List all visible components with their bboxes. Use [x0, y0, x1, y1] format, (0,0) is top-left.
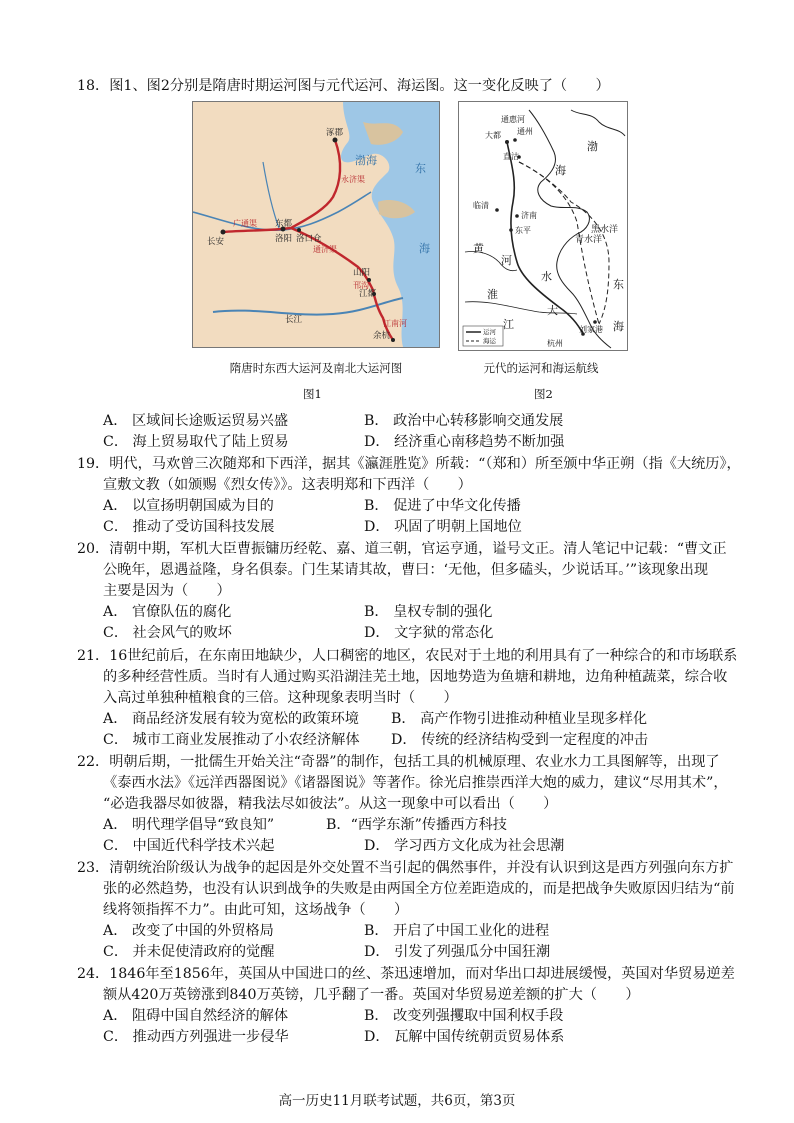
north-coast	[571, 110, 625, 136]
yuan-canal-sea-map	[459, 102, 627, 350]
label-shanyang: 山阳	[353, 268, 371, 278]
q23-option-a[interactable]: A． 改变了中国的外贸格局	[103, 923, 274, 939]
q19-option-c[interactable]: C． 推动了受访国科技发展	[103, 519, 275, 535]
q24-option-d[interactable]: D． 瓦解中国传统朝贡贸易体系	[364, 1029, 565, 1045]
q20-line-2: 公晚年，恩遇益隆，身名俱泰。门生某请其故，曹曰：‘无他，但多磕头，少说话耳。’”该现象出现	[103, 562, 709, 578]
q24-option-b[interactable]: B． 改变列强攫取中国利权手段	[364, 1008, 564, 1024]
city-liujiagang-dot	[593, 320, 597, 324]
q22-line-2: 《泰西水法》《远洋西器图说》《诸器图说》等著作。徐光启推崇西洋大炮的威力，建议“尽用其术”，	[103, 775, 728, 791]
label-shui: 水	[541, 270, 552, 283]
legend-sea: 海运	[483, 337, 496, 345]
q20-line-3: 主要是因为（ ）	[103, 583, 231, 599]
label-dadu: 大都	[485, 131, 501, 140]
figure-2-number: 图2	[534, 387, 553, 401]
city-zhuojun-dot	[333, 138, 338, 143]
label-zhigu: 直沽	[503, 152, 519, 161]
q20-option-a[interactable]: A． 官僚队伍的腐化	[103, 604, 232, 620]
city-jinan-dot	[515, 214, 519, 218]
label-tongji: 通济渠	[313, 245, 337, 254]
q23-line-2: 张的必然趋势，也没有认识到战争的失败是由两国全方位差距造成的，而是把战争失败原因归结为“前	[103, 881, 735, 897]
label-tonghui: 通惠河	[501, 115, 525, 124]
q22-option-b[interactable]: B．“西学东渐”传播西方科技	[326, 817, 507, 833]
label-dongdu: 东都	[275, 219, 293, 229]
figure-1-caption: 隋唐时东西大运河及南北大运河图	[229, 361, 403, 375]
q19-option-b[interactable]: B． 促进了中华文化传播	[364, 498, 521, 514]
q20-option-d[interactable]: D． 文字狱的常态化	[364, 625, 494, 641]
q18-stem: 18．图1、图2分别是隋唐时期运河图与元代运河、海运图。这一变化反映了（ ）	[77, 78, 610, 94]
q22-option-c[interactable]: C． 中国近代科学技术兴起	[103, 838, 275, 854]
city-dadu-dot	[505, 140, 509, 144]
q24-line-1: 24．1846年至1856年，英国从中国进口的丝、茶迅速增加，而对华出口却进展缓慢，英国对华贸易逆差	[77, 966, 735, 982]
label-huanghe-b: 河	[501, 254, 512, 267]
label-hangzhou: 杭州	[547, 339, 563, 348]
q21-option-c[interactable]: C． 城市工商业发展推动了小农经济解体	[103, 732, 360, 748]
label-dong: 东	[613, 278, 624, 291]
q21-line-2: 的多种经营性质。当时有人通过购买沿湖洼芜土地，因地势造为鱼塘和耕地，边角种植蔬菜，综合收	[103, 669, 728, 685]
q18-option-b[interactable]: B． 政治中心转移影响交通发展	[364, 413, 564, 429]
label-guangtong: 广通渠	[233, 219, 257, 228]
label-da: 大	[547, 304, 558, 317]
label-zhuojun: 涿郡	[326, 128, 344, 138]
label-heishui: 黑水洋	[591, 225, 619, 235]
q23-line-3: 线将领指挥不力”。由此可知，这场战争（ ）	[103, 902, 409, 918]
label-hangou: 邗沟	[353, 281, 369, 290]
city-luokou-dot	[297, 228, 301, 232]
q22-line-1: 22．明朝后期，一批儒生开始关注“奇器”的制作，包括工具的机械原理、农业水力工具图解等，出现了	[77, 754, 720, 770]
figure-2-caption: 元代的运河和海运航线	[483, 361, 599, 375]
label-yuhang: 余杭	[373, 331, 391, 341]
label-hai1: 海	[555, 164, 566, 177]
label-jinan: 济南	[521, 211, 537, 220]
label-luokou: 洛口仓	[296, 234, 322, 244]
label-linqing: 临清	[473, 201, 489, 210]
q21-option-d[interactable]: D． 传统的经济结构受到一定程度的冲击	[391, 732, 649, 748]
label-jiang: 江	[503, 318, 514, 331]
q23-option-c[interactable]: C． 并未促使清政府的觉醒	[103, 944, 275, 960]
figure-1-map	[192, 101, 440, 348]
q21-option-b[interactable]: B． 高产作物引进推动种植业呈现多样化	[391, 711, 648, 727]
label-bohai: 渤海	[355, 154, 377, 167]
q19-option-a[interactable]: A． 以宣扬明朝国威为目的	[103, 498, 274, 514]
label-tongzhou: 通州	[517, 127, 533, 136]
q23-line-1: 23．清朝统治阶级认为战争的起因是外交处置不当引起的偶然事件，并没有认识到这是西方列强向东方扩	[77, 860, 734, 876]
page-footer: 高一历史11月联考试题，共6页，第3页	[278, 1093, 516, 1109]
q19-line-1: 19．明代，马欢曾三次随郑和下西洋，据其《瀛涯胜览》所载：“（郑和）所至颁中华正朔（指《大统历》，	[77, 456, 741, 472]
q22-option-d[interactable]: D． 学习西方文化成为社会思潮	[364, 838, 565, 854]
label-bo: 渤	[587, 140, 598, 153]
q18-option-c[interactable]: C． 海上贸易取代了陆上贸易	[103, 434, 289, 450]
q19-option-d[interactable]: D． 巩固了明朝上国地位	[364, 519, 522, 535]
label-qingshui: 青水洋	[575, 235, 603, 245]
q20-option-b[interactable]: B． 皇权专制的强化	[364, 604, 493, 620]
label-jiangdu: 江都	[359, 289, 377, 299]
q22-line-3: “必造我器尽如彼器，精我法尽如彼法”。从这一现象中可以看出（ ）	[103, 796, 558, 812]
city-changan-dot	[221, 230, 226, 235]
label-hai2: 海	[613, 320, 624, 333]
q19-line-2: 宣敷文教（如颁赐《烈女传》》。这表明郑和下西洋（ ）	[103, 477, 472, 493]
city-tongzhou-dot	[513, 138, 517, 142]
label-huanghe-a: 黄	[473, 242, 484, 255]
q23-option-b[interactable]: B． 开启了中国工业化的进程	[364, 923, 550, 939]
q21-line-3: 入高过单独种植粮食的三倍。这种现象表明当时（ ）	[103, 690, 458, 706]
label-hai: 海	[419, 242, 430, 255]
q23-option-d[interactable]: D． 引发了列强瓜分中国狂潮	[364, 944, 551, 960]
q24-option-a[interactable]: A． 阻碍中国自然经济的解体	[103, 1008, 289, 1024]
label-liujiagang: 刘家港	[579, 325, 603, 334]
q20-option-c[interactable]: C． 社会风气的败坏	[103, 625, 232, 641]
label-huai: 淮	[487, 288, 498, 301]
label-yongji: 永济渠	[341, 175, 365, 184]
q21-line-1: 21．16世纪前后，在东南田地缺少，人口稠密的地区，农民对于土地的利用具有了一种综合的和市场联系	[77, 648, 738, 664]
q24-option-c[interactable]: C． 推动西方列强进一步侵华	[103, 1029, 289, 1045]
label-changjiang: 长江	[285, 315, 303, 325]
q24-line-2: 额从420万英镑涨到840万英镑，几乎翻了一番。英国对华贸易逆差额的扩大（ ）	[103, 987, 640, 1003]
label-luoyang: 洛阳	[275, 234, 293, 244]
sui-tang-canal-map	[193, 102, 439, 347]
city-yuhang-dot	[391, 338, 395, 342]
city-linqing-dot	[495, 208, 499, 212]
label-dongping: 东平	[515, 226, 531, 235]
legend-canal: 运河	[483, 328, 496, 336]
city-dongping-dot	[509, 228, 513, 232]
q21-option-a[interactable]: A． 商品经济发展有较为宽松的政策环境	[103, 711, 359, 727]
figure-2-map	[458, 101, 628, 351]
label-dong: 东	[415, 162, 426, 175]
q18-option-d[interactable]: D． 经济重心南移趋势不断加强	[364, 434, 565, 450]
figure-1-number: 图1	[303, 387, 322, 401]
label-jiangnan: 江南河	[383, 319, 407, 328]
q18-option-a[interactable]: A． 区域间长途贩运贸易兴盛	[103, 413, 289, 429]
label-changan: 长安	[207, 237, 225, 247]
q20-line-1: 20．清朝中期，军机大臣曹振镛历经乾、嘉、道三朝，官运亨通，谥号文正。清人笔记中记载：“曹文正	[77, 541, 727, 557]
q22-option-a[interactable]: A． 明代理学倡导“致良知”	[103, 817, 275, 833]
